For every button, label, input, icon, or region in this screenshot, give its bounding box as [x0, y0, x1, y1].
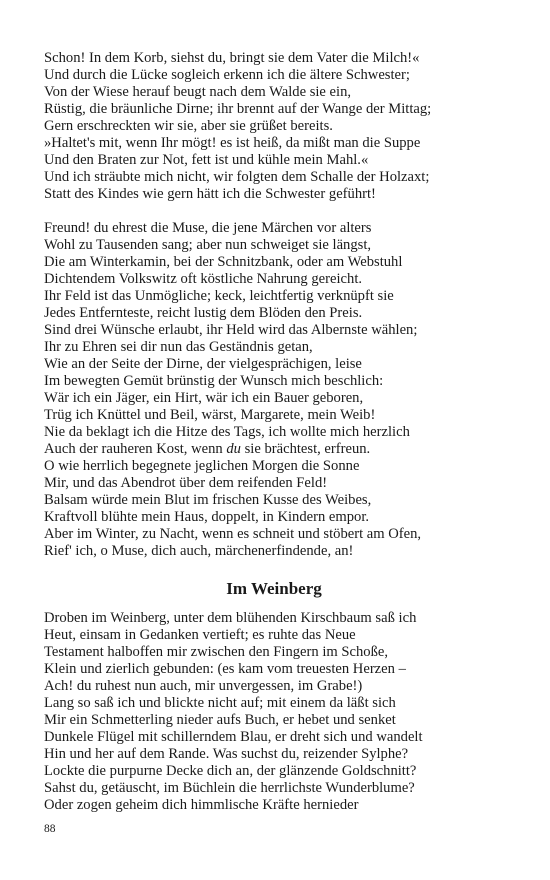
- verse-line: Dunkele Flügel mit schillerndem Blau, er dreht sich und wandelt: [44, 729, 423, 745]
- verse-line: Heut, einsam in Gedanken vertieft; es ruhte das Neue: [44, 627, 356, 643]
- poem1-stanza1: [44, 50, 514, 203]
- verse-line: Ihr zu Ehren sei dir nun das Geständnis getan,: [44, 339, 313, 355]
- verse-line: Statt des Kindes wie gern hätt ich die Schwester geführt!: [44, 186, 376, 202]
- verse-line: Sind drei Wünsche erlaubt, ihr Held wird das Albernste wählen;: [44, 322, 418, 338]
- verse-text: sie brächtest, erfreun.: [240, 441, 371, 457]
- verse-line: Schon! In dem Korb, siehst du, bringt sie dem Vater die Milch!«: [44, 50, 420, 66]
- verse-line: Nie da beklagt ich die Hitze des Tags, ich wollte mich herzlich: [44, 424, 410, 440]
- verse-line: Wär ich ein Jäger, ein Hirt, wär ich ein Bauer geboren,: [44, 390, 364, 406]
- verse-line: Die am Winterkamin, bei der Schnitzbank, oder am Webstuhl: [44, 254, 403, 270]
- verse-line: Und ich sträubte mich nicht, wir folgten dem Schalle der Holzaxt;: [44, 169, 430, 185]
- verse-line: Trüg ich Knüttel und Beil, wärst, Margarete, mein Weib!: [44, 407, 376, 423]
- verse-line: Mir ein Schmetterling nieder aufs Buch, er hebet und senket: [44, 712, 396, 728]
- verse-line: Testament halboffen mir zwischen den Fingern im Schoße,: [44, 644, 389, 660]
- verse-line: Mir, und das Abendrot über dem reifenden Feld!: [44, 475, 328, 491]
- verse-emphasis: du: [226, 441, 241, 457]
- page-number: 88: [44, 823, 56, 835]
- verse-line: Oder zogen geheim dich himmlische Kräfte hernieder: [44, 797, 359, 813]
- verse-line: Lang so saß ich und blickte nicht auf; mit einem da läßt sich: [44, 695, 396, 711]
- verse-line: »Haltet's mit, wenn Ihr mögt! es ist heiß, da mißt man die Suppe: [44, 135, 421, 151]
- verse-text: Auch der rauheren Kost, wenn: [44, 441, 227, 457]
- verse-line: Aber im Winter, zu Nacht, wenn es schneit und stöbert am Ofen,: [44, 526, 422, 542]
- verse-line: Freund! du ehrest die Muse, die jene Märchen vor alters: [44, 220, 372, 236]
- poem2-stanza1: [44, 610, 514, 814]
- verse-line: Klein und zierlich gebunden: (es kam vom treuesten Herzen –: [44, 661, 406, 677]
- verse-line: Jedes Entfernteste, reicht lustig dem Blöden den Preis.: [44, 305, 363, 321]
- verse-line: Droben im Weinberg, unter dem blühenden Kirschbaum saß ich: [44, 610, 417, 626]
- page-body: [44, 50, 514, 814]
- verse-line: Hin und her auf dem Rande. Was suchst du, reizender Sylphe?: [44, 746, 409, 762]
- verse-line: Im bewegten Gemüt brünstig der Wunsch mich beschlich:: [44, 373, 384, 389]
- verse-line: Ach! du ruhest nun auch, mir unvergessen, im Grabe!): [44, 678, 363, 694]
- verse-line: Balsam würde mein Blut im frischen Kusse des Weibes,: [44, 492, 372, 508]
- verse-line: [44, 441, 514, 458]
- verse-line: Ihr Feld ist das Unmögliche; keck, leichtfertig verknüpft sie: [44, 288, 394, 304]
- poem-title: Im Weinberg: [226, 579, 322, 598]
- verse-line: Rüstig, die bräunliche Dirne; ihr brennt auf der Wange der Mittag;: [44, 101, 432, 117]
- verse-line: Und den Braten zur Not, fett ist und kühle mein Mahl.«: [44, 152, 369, 168]
- verse-line: O wie herrlich begegnete jeglichen Morgen die Sonne: [44, 458, 360, 474]
- verse-line: Dichtendem Volkswitz oft köstliche Nahrung gereicht.: [44, 271, 363, 287]
- verse-line: Von der Wiese herauf beugt nach dem Walde sie ein,: [44, 84, 352, 100]
- poem1-stanza2: [44, 220, 514, 560]
- verse-line: Und durch die Lücke sogleich erkenn ich die ältere Schwester;: [44, 67, 410, 83]
- verse-line: Wohl zu Tausenden sang; aber nun schweiget sie längst,: [44, 237, 372, 253]
- verse-line: Gern erschreckten wir sie, aber sie grüßet bereits.: [44, 118, 333, 134]
- verse-line: Kraftvoll blühte mein Haus, doppelt, in Kindern empor.: [44, 509, 370, 525]
- verse-line: Sahst du, getäuscht, im Büchlein die herrlichste Wunderblume?: [44, 780, 415, 796]
- verse-line: Wie an der Seite der Dirne, der vielgesprächigen, leise: [44, 356, 362, 372]
- verse-line: Lockte die purpurne Decke dich an, der glänzende Goldschnitt?: [44, 763, 417, 779]
- verse-line: Rief' ich, o Muse, dich auch, märchenerfindende, an!: [44, 543, 354, 559]
